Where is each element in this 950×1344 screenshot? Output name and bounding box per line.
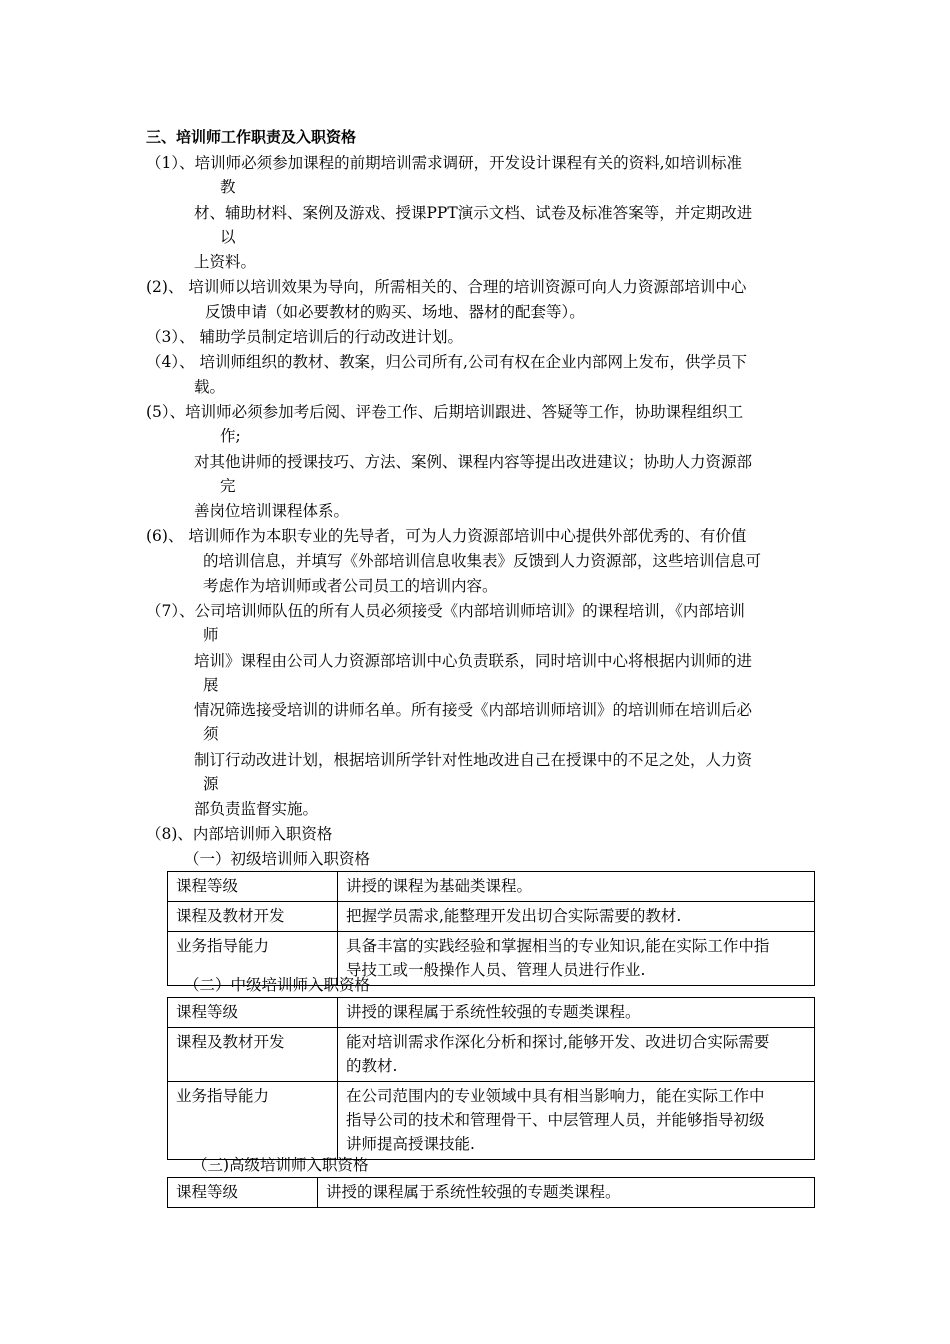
cell-line: 导技工或一般操作人员、管理人员进行作业. xyxy=(346,961,646,979)
senior-table-caption: （三)高级培训师入职资格 xyxy=(192,1156,369,1174)
cell-line: 指导公司的技术和管理骨干、中层管理人员，并能够指导初级 xyxy=(346,1111,765,1129)
item-1-line-4: 以 xyxy=(220,228,236,246)
item-1-line-1: （1）、培训师必须参加课程的前期培训需求调研，开发设计课程有关的资料,如培训标准 xyxy=(146,154,743,172)
table-row xyxy=(168,1082,815,1160)
cell-line: 具备丰富的实践经验和掌握相当的专业知识,能在实际工作中指 xyxy=(346,937,770,955)
item-7-line-4: 展 xyxy=(203,676,219,694)
item-7-line-6: 须 xyxy=(203,725,219,743)
table-row xyxy=(168,902,815,932)
cell-line: 在公司范围内的专业领域中具有相当影响力，能在实际工作中 xyxy=(346,1087,765,1105)
item-7-line-1: （7）、公司培训师队伍的所有人员必须接受《内部培训师培训》的课程培训，《内部培训 xyxy=(146,602,745,620)
junior-qualification-table xyxy=(167,871,815,986)
table-cell: 课程等级 xyxy=(168,998,338,1028)
table-row xyxy=(168,998,815,1028)
item-6-line-2: 的培训信息，并填写《外部培训信息收集表》反馈到人力资源部，这些培训信息可 xyxy=(203,552,762,570)
item-5-line-2: 作; xyxy=(220,427,241,445)
item-8-line-1: （8)、内部培训师入职资格 xyxy=(146,825,333,843)
item-5-line-4: 完 xyxy=(220,477,236,495)
table-cell: 讲授的课程为基础类课程。 xyxy=(338,872,815,902)
item-5-line-1: (5）、培训师必须参加考后阅、评卷工作、后期培训跟进、答疑等工作，协助课程组织工 xyxy=(146,403,744,421)
table-cell: 业务指导能力 xyxy=(168,1082,338,1160)
item-2-line-1: (2)、 培训师以培训效果为导向，所需相关的、合理的培训资源可向人力资源部培训中心 xyxy=(146,278,747,296)
table-cell: 课程及教材开发 xyxy=(168,1028,338,1082)
table-row xyxy=(168,1178,815,1208)
table-cell: 讲授的课程属于系统性较强的专题类课程。 xyxy=(318,1178,815,1208)
item-1-line-3: 材、辅助材料、案例及游戏、授课PPT演示文档、试卷及标准答案等，并定期改进 xyxy=(194,204,753,222)
table-cell: 课程等级 xyxy=(168,872,338,902)
table-cell: 讲授的课程属于系统性较强的专题类课程。 xyxy=(338,998,815,1028)
junior-table-caption: （一）初级培训师入职资格 xyxy=(184,850,371,868)
cell-line: 的教材. xyxy=(346,1057,398,1075)
table-row xyxy=(168,1028,815,1082)
senior-qualification-table xyxy=(167,1177,815,1208)
item-7-line-9: 部负责监督实施。 xyxy=(194,800,319,818)
table-row xyxy=(168,872,815,902)
item-5-line-5: 善岗位培训课程体系。 xyxy=(194,502,350,520)
item-1-line-5: 上资料。 xyxy=(194,253,257,271)
middle-qualification-table xyxy=(167,997,815,1160)
table-cell xyxy=(338,1082,815,1160)
item-2-line-2: 反馈申请（如必要教材的购买、场地、器材的配套等）。 xyxy=(205,303,585,321)
section-heading: 三、培训师工作职责及入职资格 xyxy=(146,128,357,146)
table-cell: 课程及教材开发 xyxy=(168,902,338,932)
table-cell: 把握学员需求,能整理开发出切合实际需要的教材. xyxy=(338,902,815,932)
table-cell: 业务指导能力 xyxy=(168,932,338,986)
item-5-line-3: 对其他讲师的授课技巧、方法、案例、课程内容等提出改进建议；协助人力资源部 xyxy=(194,453,753,471)
item-7-line-3: 培训》课程由公司人力资源部培训中心负责联系，同时培训中心将根据内训师的进 xyxy=(194,652,753,670)
item-7-line-2: 师 xyxy=(203,626,219,644)
item-6-line-1: (6)、 培训师作为本职专业的先导者，可为人力资源部培训中心提供外部优秀的、有价值 xyxy=(146,527,747,545)
item-4-line-1: （4）、 培训师组织的教材、教案，归公司所有,公司有权在企业内部网上发布，供学员下 xyxy=(146,353,747,371)
table-cell xyxy=(338,1028,815,1082)
item-1-line-2: 教 xyxy=(220,178,236,196)
item-4-line-2: 载。 xyxy=(194,378,226,396)
cell-line: 讲师提高授课技能. xyxy=(346,1135,475,1153)
item-7-line-5: 情况筛选接受培训的讲师名单。所有接受《内部培训师培训》的培训师在培训后必 xyxy=(194,701,753,719)
table-cell: 课程等级 xyxy=(168,1178,318,1208)
table-cell xyxy=(338,932,815,986)
middle-table-caption: （二）中级培训师入职资格 xyxy=(184,976,371,994)
item-7-line-7: 制订行动改进计划，根据培训所学针对性地改进自己在授课中的不足之处，人力资 xyxy=(194,751,753,769)
item-6-line-3: 考虑作为培训师或者公司员工的培训内容。 xyxy=(203,577,498,595)
item-7-line-8: 源 xyxy=(203,775,219,793)
cell-line: 能对培训需求作深化分析和探讨,能够开发、改进切合实际需要 xyxy=(346,1033,770,1051)
item-3-line-1: （3）、 辅助学员制定培训后的行动改进计划。 xyxy=(146,328,464,346)
